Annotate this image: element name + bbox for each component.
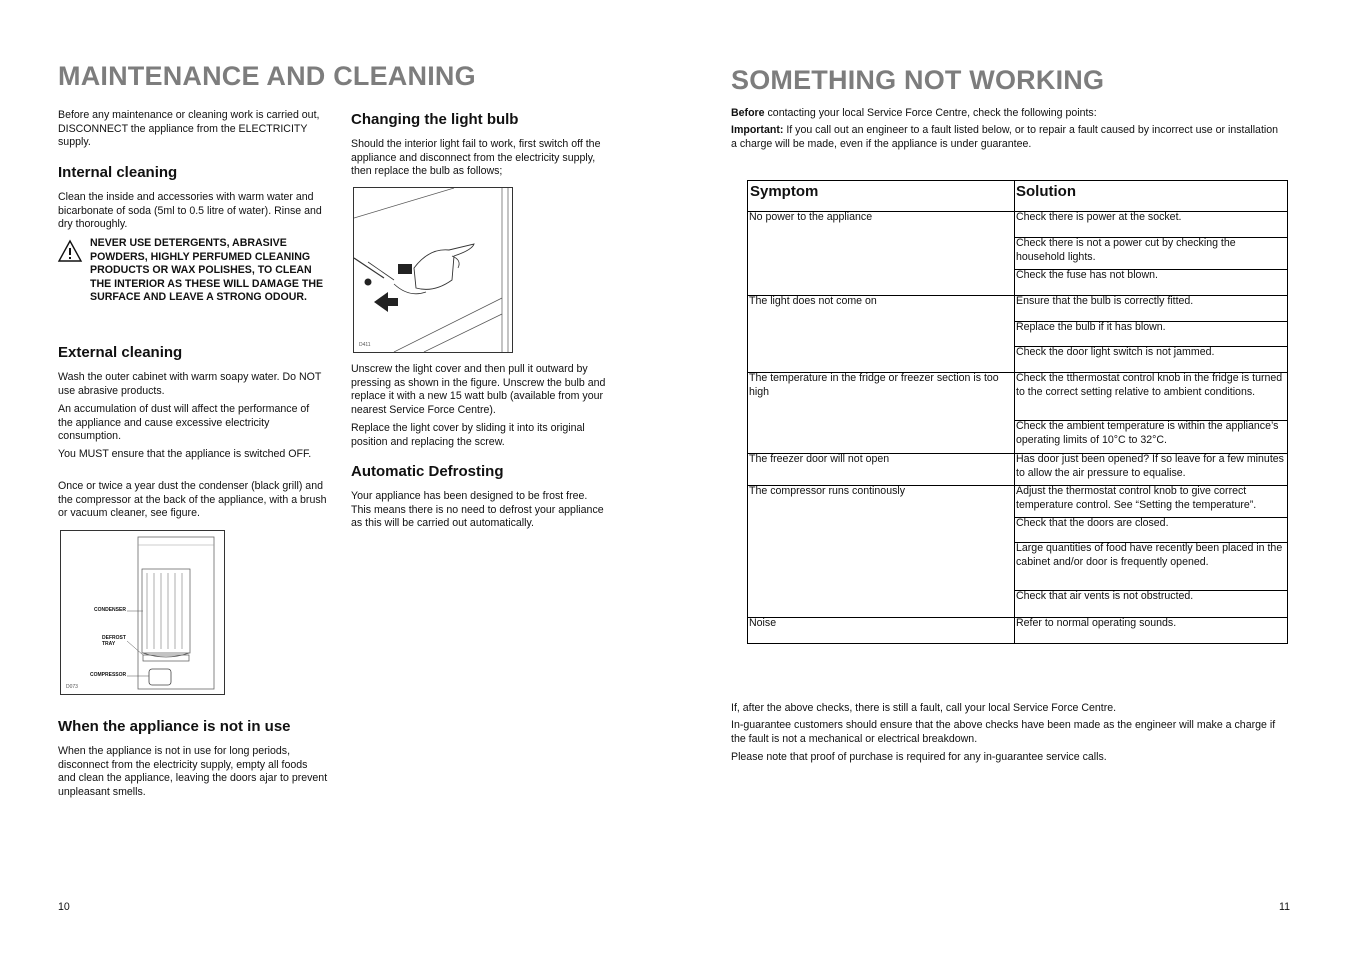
symptom-cell: No power to the appliance	[749, 211, 873, 223]
external-cleaning-p2: An accumulation of dust will affect the performance of the appliance and cause excessive electricity consumption.	[58, 403, 310, 442]
solution-cell: Large quantities of food have recently been placed in the cabinet and/or door is frequently opened.	[1016, 542, 1283, 568]
solution-cell: Adjust the thermostat control knob to give correct temperature control. See “Setting the temperature”.	[1016, 485, 1257, 511]
page-number-left: 10	[58, 901, 70, 913]
solution-cell: Replace the bulb if it has blown.	[1016, 321, 1166, 333]
internal-cleaning-text: Clean the inside and accessories with warm water and bicarbonate of soda (5ml to 0.5 litre of water). Rinse and dry thoroughly.	[58, 191, 322, 230]
after-paragraph-1: If, after the above checks, there is still a fault, call your local Service Force Centre.	[731, 702, 1117, 714]
page-title-maintenance: MAINTENANCE AND CLEANING	[58, 61, 476, 91]
important-text: If you call out an engineer to a fault listed below, or to repair a fault caused by incorrect use or installation a charge will be made, even if the appliance is under guarantee.	[731, 124, 1279, 150]
after-paragraph-2: In-guarantee customers should ensure that the above checks have been made as the engineer will make a charge if the fault is not a mechanical or electrical breakdown.	[731, 719, 1276, 745]
auto-defrost-text: Your appliance has been designed to be frost free. This means there is no need to defrost your appliance as this will be carried out automatically.	[351, 490, 604, 529]
symptom-cell: The light does not come on	[749, 295, 877, 307]
light-bulb-figure	[353, 187, 513, 353]
light-bulb-heading: Changing the light bulb	[351, 111, 519, 128]
light-bulb-p2: Replace the light cover by sliding it into its original position and replacing the screw.	[351, 422, 585, 448]
solution-cell: Has door just been opened? If so leave for a few minutes to allow the air pressure to equalise.	[1016, 453, 1284, 479]
before-paragraph	[731, 107, 1291, 121]
solution-cell: Check the fuse has not blown.	[1016, 269, 1158, 281]
not-in-use-text: When the appliance is not in use for long periods, disconnect from the electricity supply, empty all foods and clean the appliance, leaving the doors ajar to prevent unpleasant smells.	[58, 745, 328, 798]
condenser-label: CONDENSER	[94, 607, 126, 613]
solution-cell: Ensure that the bulb is correctly fitted.	[1016, 295, 1194, 307]
warning-text: NEVER USE DETERGENTS, ABRASIVE POWDERS, HIGHLY PERFUMED CLEANING PRODUCTS OR WAX POLISHES, TO CLEAN THE INTERIOR AS THESE WILL DAMAGE THE SURFACE AND LEAVE A STRONG ODOUR.	[90, 237, 324, 303]
figure-code-bulb: D411	[359, 342, 371, 348]
symptom-cell: The freezer door will not open	[749, 453, 890, 465]
solution-cell: Check the ambient temperature is within the appliance’s operating limits of 10°C to 32°C.	[1016, 420, 1279, 446]
solution-cell: Check there is not a power cut by checking the household lights.	[1016, 237, 1236, 263]
solution-cell: Check that air vents is not obstructed.	[1016, 590, 1194, 602]
symptom-cell: The temperature in the fridge or freezer section is too high	[749, 372, 999, 398]
solution-cell: Check that the doors are closed.	[1016, 517, 1169, 529]
condenser-figure	[60, 530, 225, 695]
page-title-troubleshooting: SOMETHING NOT WORKING	[731, 65, 1105, 95]
compressor-label: COMPRESSOR	[90, 672, 127, 678]
troubleshooting-table	[747, 180, 1288, 644]
light-bulb-p1: Unscrew the light cover and then pull it outward by pressing as shown in the figure. Unscrew the bulb and replace it with a new 15 watt bulb (available from your nearest Service Force Centre).	[351, 363, 606, 416]
solution-cell: Check there is power at the socket.	[1016, 211, 1182, 223]
solution-header: Solution	[1016, 183, 1076, 200]
before-text: contacting your local Service Force Centre, check the following points:	[764, 107, 1097, 119]
external-cleaning-p1: Wash the outer cabinet with warm soapy water. Do NOT use abrasive products.	[58, 371, 322, 397]
external-cleaning-heading: External cleaning	[58, 344, 183, 361]
page-number-right: 11	[1279, 901, 1290, 913]
after-paragraph-3: Please note that proof of purchase is required for any in-guarantee service calls.	[731, 751, 1107, 763]
symptom-cell: Noise	[749, 617, 777, 629]
warning-triangle-icon	[57, 239, 83, 263]
tray-label: TRAY	[102, 641, 116, 647]
external-cleaning-p3: You MUST ensure that the appliance is switched OFF.	[58, 448, 312, 460]
solution-cell: Check the door light switch is not jammed.	[1016, 346, 1215, 358]
external-cleaning-p4: Once or twice a year dust the condenser (black grill) and the compressor at the back of the appliance, with a brush or vacuum cleaner, see figure.	[58, 480, 327, 519]
important-paragraph	[731, 124, 1286, 151]
intro-paragraph: Before any maintenance or cleaning work is carried out, DISCONNECT the appliance from the ELECTRICITY supply.	[58, 109, 320, 148]
symptom-header: Symptom	[750, 183, 819, 200]
not-in-use-heading: When the appliance is not in use	[58, 718, 291, 735]
solution-cell: Check the tthermostat control knob in the fridge is turned to the correct setting relative to ambient conditions.	[1016, 372, 1283, 398]
symptom-cell: The compressor runs continously	[749, 485, 906, 497]
figure-code: D073	[66, 684, 78, 690]
defrost-label: DEFROST	[102, 635, 126, 641]
auto-defrost-heading: Automatic Defrosting	[351, 463, 504, 480]
before-bold: Before	[731, 107, 765, 119]
internal-cleaning-heading: Internal cleaning	[58, 164, 178, 181]
important-bold: Important:	[731, 124, 784, 136]
light-bulb-intro: Should the interior light fail to work, first switch off the appliance and disconnect from the electricity supply, then replace the bulb as follows;	[351, 138, 601, 177]
solution-cell: Refer to normal operating sounds.	[1016, 617, 1177, 629]
